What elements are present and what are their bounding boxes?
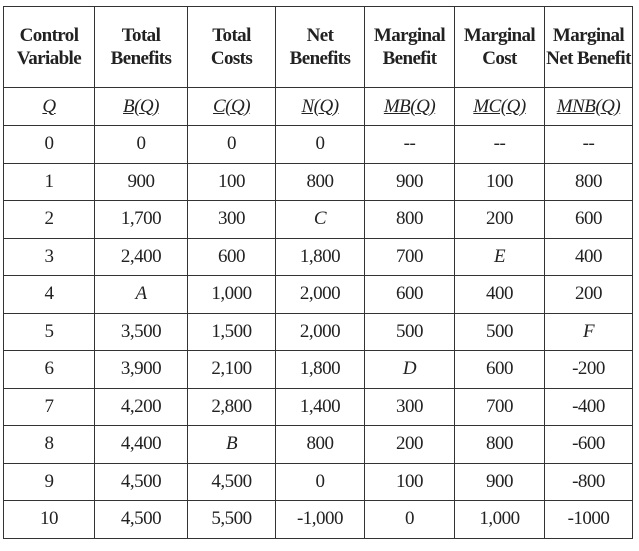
symbol-row xyxy=(4,88,633,126)
table-cell: 10 xyxy=(4,501,95,539)
table-cell: 900 xyxy=(95,163,188,201)
header-marginal-cost: Marginal Cost xyxy=(455,7,545,88)
header-row xyxy=(4,7,633,88)
table-cell: F xyxy=(545,313,633,351)
table-cell: 2,400 xyxy=(95,238,188,276)
table-cell: 800 xyxy=(365,201,455,239)
table-row xyxy=(4,313,633,351)
table-cell: D xyxy=(365,351,455,389)
table-cell: 0 xyxy=(188,126,276,164)
table-cell: 100 xyxy=(188,163,276,201)
table-cell: B xyxy=(188,426,276,464)
table-cell: 600 xyxy=(188,238,276,276)
table-cell: 4,200 xyxy=(95,388,188,426)
table-cell: 2,100 xyxy=(188,351,276,389)
table-cell: E xyxy=(455,238,545,276)
table-cell: 8 xyxy=(4,426,95,464)
table-cell: 0 xyxy=(95,126,188,164)
table-row xyxy=(4,238,633,276)
table-cell: -- xyxy=(545,126,633,164)
symbol-cell: Q xyxy=(4,88,95,126)
table-cell: -- xyxy=(455,126,545,164)
table-cell: 500 xyxy=(455,313,545,351)
symbol-cell: C(Q) xyxy=(188,88,276,126)
table-cell: 700 xyxy=(365,238,455,276)
table-cell: 0 xyxy=(276,463,365,501)
table-cell: 0 xyxy=(4,126,95,164)
table-cell: 700 xyxy=(455,388,545,426)
table-cell: 9 xyxy=(4,463,95,501)
table-cell: 3 xyxy=(4,238,95,276)
table-cell: 5 xyxy=(4,313,95,351)
table-container xyxy=(3,6,633,539)
table-cell: 600 xyxy=(455,351,545,389)
table-row xyxy=(4,463,633,501)
table-row xyxy=(4,351,633,389)
table-cell: 4 xyxy=(4,276,95,314)
table-cell: 800 xyxy=(276,426,365,464)
table-cell: -400 xyxy=(545,388,633,426)
table-cell: 900 xyxy=(455,463,545,501)
symbol-cell: MNB(Q) xyxy=(545,88,633,126)
header-control-variable: Control Variable xyxy=(4,7,95,88)
table-cell: 100 xyxy=(455,163,545,201)
table-row xyxy=(4,201,633,239)
symbol-cell: MB(Q) xyxy=(365,88,455,126)
table-cell: -- xyxy=(365,126,455,164)
table-row xyxy=(4,501,633,539)
table-cell: 1,000 xyxy=(188,276,276,314)
table-cell: 4,500 xyxy=(188,463,276,501)
table-row xyxy=(4,388,633,426)
table-cell: 900 xyxy=(365,163,455,201)
table-cell: 1,800 xyxy=(276,351,365,389)
benefits-costs-table xyxy=(3,6,633,539)
table-cell: 200 xyxy=(545,276,633,314)
table-cell: -1,000 xyxy=(276,501,365,539)
table-cell: 200 xyxy=(455,201,545,239)
table-cell: 300 xyxy=(365,388,455,426)
table-cell: 600 xyxy=(365,276,455,314)
table-row xyxy=(4,426,633,464)
table-cell: 2,000 xyxy=(276,276,365,314)
table-cell: 5,500 xyxy=(188,501,276,539)
symbol-cell: MC(Q) xyxy=(455,88,545,126)
table-cell: 3,900 xyxy=(95,351,188,389)
table-cell: 0 xyxy=(365,501,455,539)
table-cell: 300 xyxy=(188,201,276,239)
symbol-cell: B(Q) xyxy=(95,88,188,126)
table-cell: -200 xyxy=(545,351,633,389)
table-body xyxy=(4,88,633,539)
table-cell: 6 xyxy=(4,351,95,389)
table-cell: A xyxy=(95,276,188,314)
table-cell: 400 xyxy=(455,276,545,314)
header-marginal-net-benefit: Marginal Net Benefit xyxy=(545,7,633,88)
table-cell: 1,400 xyxy=(276,388,365,426)
table-row xyxy=(4,163,633,201)
table-row xyxy=(4,126,633,164)
table-cell: 600 xyxy=(545,201,633,239)
table-cell: 1 xyxy=(4,163,95,201)
table-cell: 100 xyxy=(365,463,455,501)
header-marginal-benefit: Marginal Benefit xyxy=(365,7,455,88)
table-cell: 500 xyxy=(365,313,455,351)
table-cell: 800 xyxy=(455,426,545,464)
table-cell: 3,500 xyxy=(95,313,188,351)
table-cell: 200 xyxy=(365,426,455,464)
table-cell: 800 xyxy=(276,163,365,201)
header-total-benefits: Total Benefits xyxy=(95,7,188,88)
table-cell: 2 xyxy=(4,201,95,239)
table-cell: -600 xyxy=(545,426,633,464)
table-cell: 4,500 xyxy=(95,463,188,501)
table-cell: 1,500 xyxy=(188,313,276,351)
table-row xyxy=(4,276,633,314)
table-cell: -1000 xyxy=(545,501,633,539)
symbol-cell: N(Q) xyxy=(276,88,365,126)
table-cell: 2,000 xyxy=(276,313,365,351)
header-total-costs: Total Costs xyxy=(188,7,276,88)
table-cell: 7 xyxy=(4,388,95,426)
table-cell: -800 xyxy=(545,463,633,501)
table-cell: 1,700 xyxy=(95,201,188,239)
table-cell: 4,500 xyxy=(95,501,188,539)
table-cell: 400 xyxy=(545,238,633,276)
table-cell: 4,400 xyxy=(95,426,188,464)
table-cell: 0 xyxy=(276,126,365,164)
table-cell: 800 xyxy=(545,163,633,201)
table-cell: 2,800 xyxy=(188,388,276,426)
header-net-benefits: Net Benefits xyxy=(276,7,365,88)
table-cell: 1,800 xyxy=(276,238,365,276)
table-cell: C xyxy=(276,201,365,239)
table-cell: 1,000 xyxy=(455,501,545,539)
